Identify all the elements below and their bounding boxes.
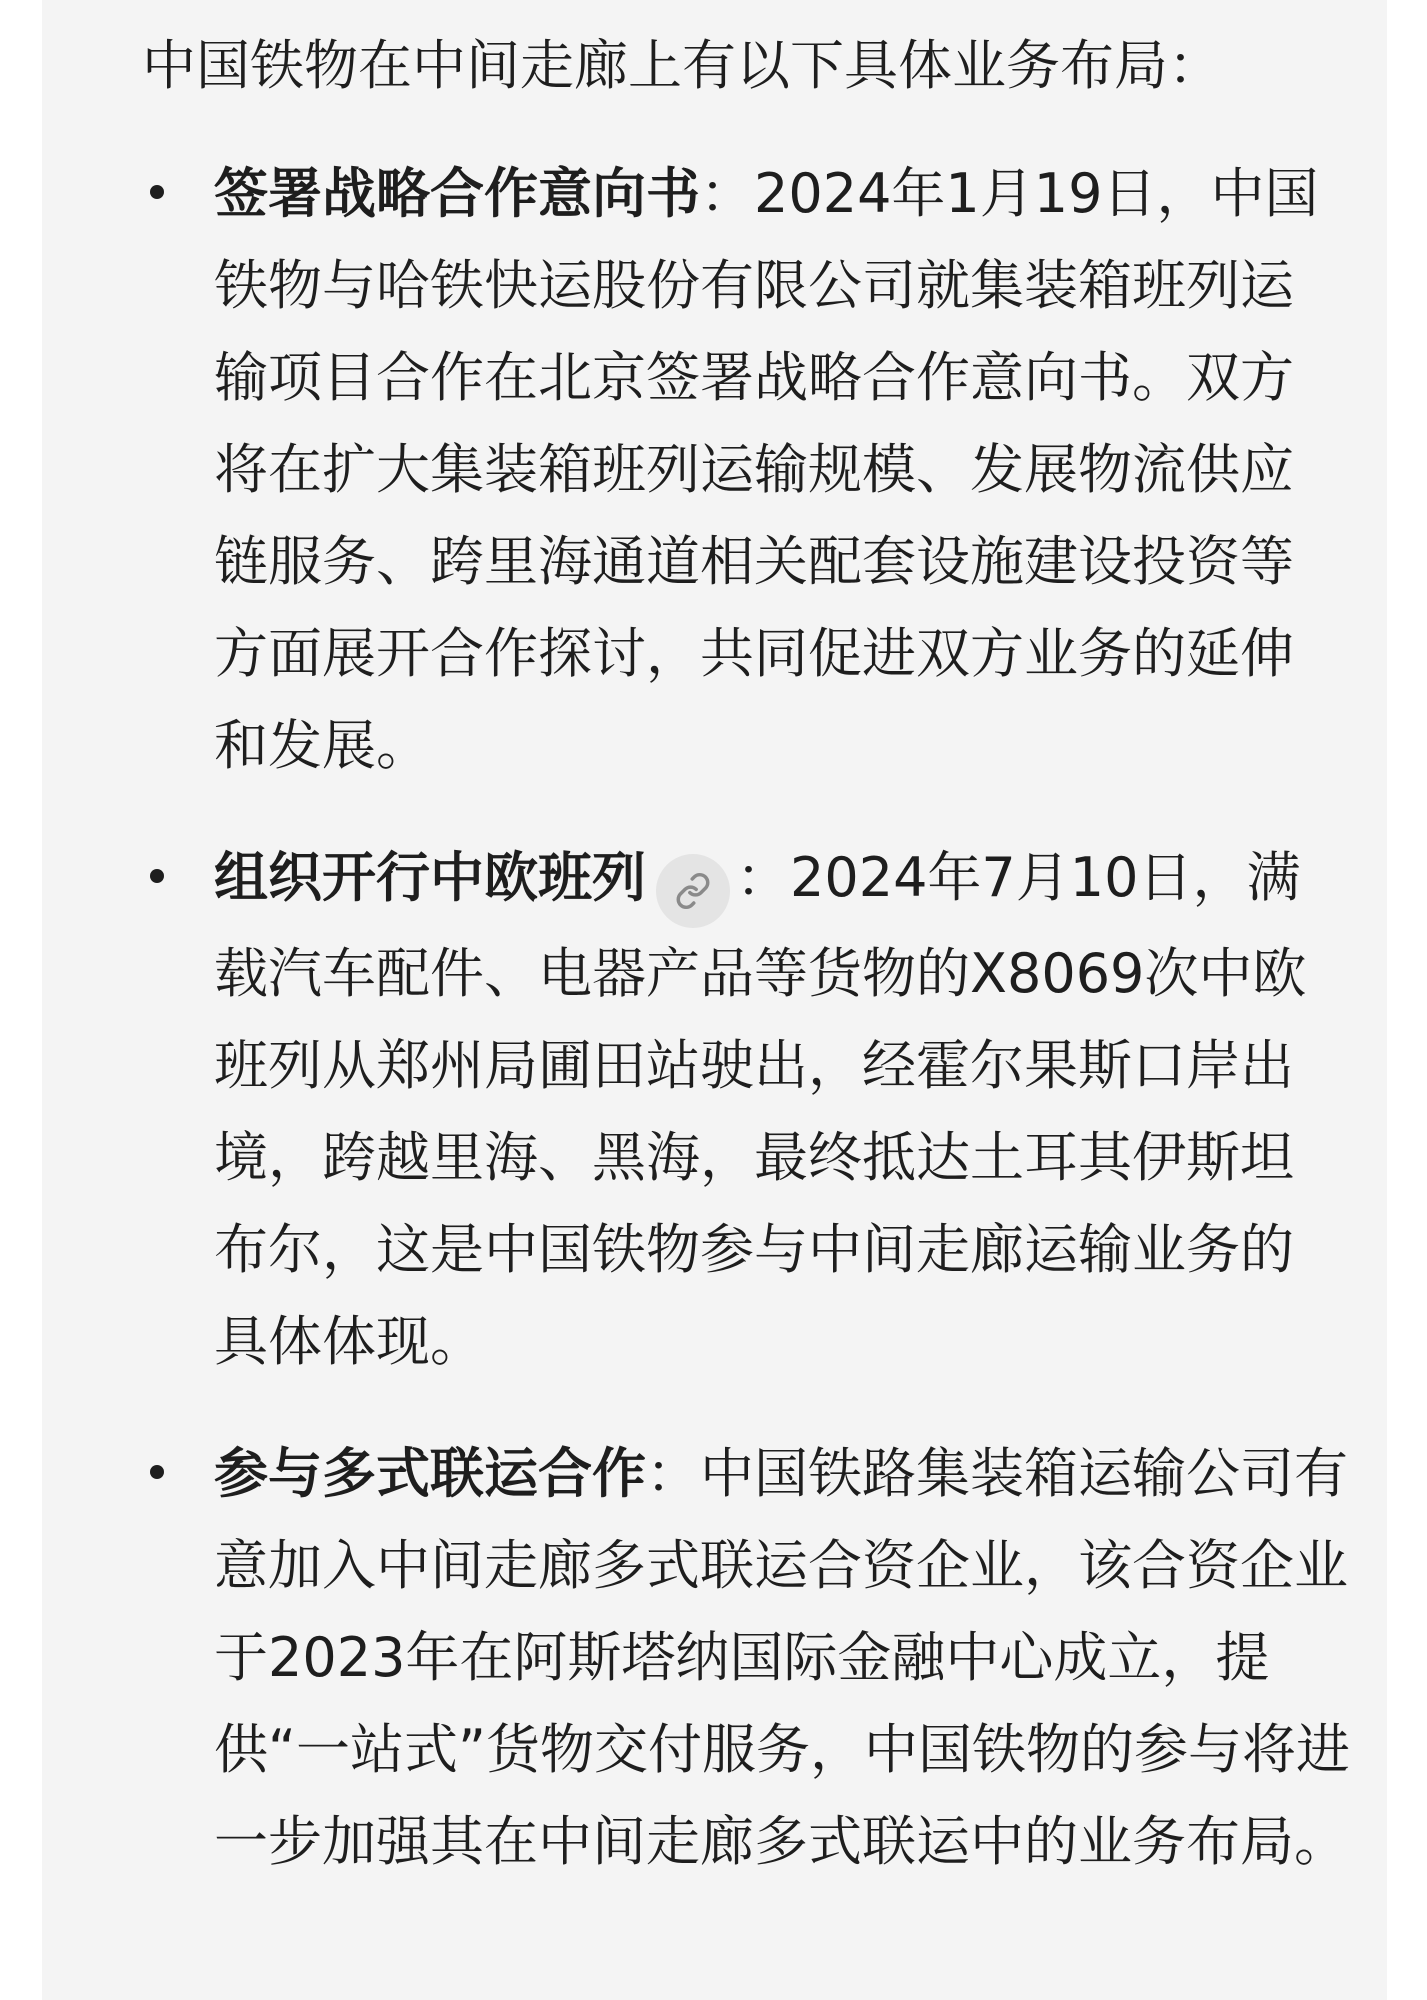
item-title: 参与多式联运合作: [214, 1442, 646, 1505]
message-content: [142, 26, 1372, 1928]
bullet-list: [142, 148, 1372, 1888]
list-item: [142, 832, 1372, 1388]
item-separator: ：: [736, 846, 790, 909]
item-body: 2024年7月10日，满载汽车配件、电器产品等货物的X8069次中欧班列从郑州局圃田站驶出，经霍尔果斯口岸出境，跨越里海、黑海，最终抵达土耳其伊斯坦布尔，这是中国铁物参与中间走廊运输业务的具体体现。: [214, 846, 1307, 1373]
item-body: 2024年1月19日，中国铁物与哈铁快运股份有限公司就集装箱班列运输项目合作在北京签署战略合作意向书。双方将在扩大集装箱班列运输规模、发展物流供应链服务、跨里海通道相关配套设施建设投资等方面展开合作探讨，共同促进双方业务的延伸和发展。: [214, 162, 1319, 777]
item-title: 签署战略合作意向书: [214, 162, 700, 225]
list-item-text: [214, 832, 1329, 1388]
item-separator: ：: [646, 1442, 700, 1505]
message-panel: [42, 0, 1387, 2000]
intro-text: 中国铁物在中间走廊上有以下具体业务布局：: [142, 34, 1222, 97]
bullet-dot: [150, 1465, 164, 1479]
list-item: [142, 148, 1372, 792]
list-item: [142, 1428, 1372, 1888]
list-item-text: [214, 1428, 1364, 1888]
item-title: 组织开行中欧班列: [214, 846, 646, 909]
item-separator: ：: [700, 162, 754, 225]
bullet-dot: [150, 185, 164, 199]
list-item-text: [214, 148, 1329, 792]
link-icon[interactable]: [656, 854, 730, 928]
item-body: 中国铁路集装箱运输公司有意加入中间走廊多式联运合资企业，该合资企业于2023年在阿斯塔纳国际金融中心成立，提供“一站式”货物交付服务，中国铁物的参与将进一步加强其在中间走廊多式联运中的业务布局。: [214, 1442, 1350, 1873]
bullet-dot: [150, 869, 164, 883]
